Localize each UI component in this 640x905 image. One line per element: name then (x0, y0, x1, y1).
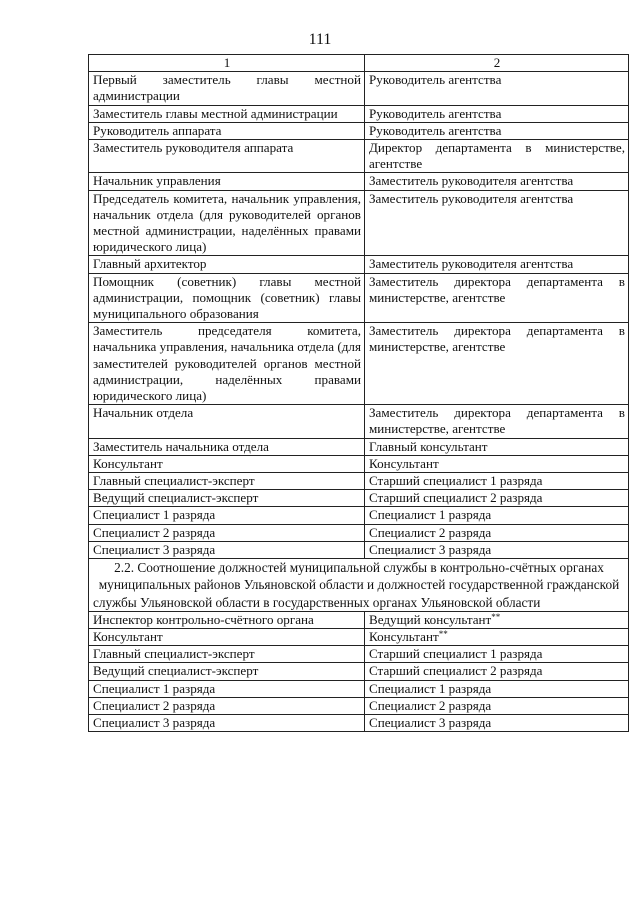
table-row (89, 628, 629, 645)
municipal-position-cell: Помощник (советник) главы местной администрации, помощник (советник) главы муниципального образования (89, 273, 365, 323)
footnote-mark: ** (438, 628, 448, 639)
state-position-cell (365, 541, 629, 558)
state-position-text: Главный консультант (369, 438, 488, 454)
table-row (89, 323, 629, 405)
table-row (89, 663, 629, 680)
state-position-text: Ведущий консультант (369, 611, 492, 627)
table-body (89, 55, 629, 732)
state-position-cell (365, 323, 629, 405)
table-row (89, 122, 629, 139)
state-position-cell (365, 72, 629, 105)
table-row (89, 697, 629, 714)
state-position-text: Заместитель руководителя агентства (369, 190, 574, 206)
state-position-text: Заместитель директора департамента в министерстве, агентстве (369, 273, 625, 305)
state-position-text: Специалист 3 разряда (369, 541, 492, 557)
state-position-text: Старший специалист 2 разряда (369, 663, 543, 679)
table-row (89, 105, 629, 122)
state-position-cell (365, 646, 629, 663)
state-position-text: Директор департамента в министерстве, агентстве (369, 140, 625, 172)
table-row (89, 541, 629, 558)
state-position-cell (365, 256, 629, 273)
municipal-position-cell: Заместитель начальника отдела (89, 438, 365, 455)
state-position-text: Руководитель агентства (369, 72, 502, 88)
municipal-position-cell: Заместитель председателя комитета, начальника управления, начальника отдела (для заместителей руководителей органов местной администрации, наделённых правами юридического лица) (89, 323, 365, 405)
state-position-text: Специалист 1 разряда (369, 507, 492, 523)
table-row (89, 72, 629, 105)
municipal-position-cell: Главный специалист-эксперт (89, 646, 365, 663)
state-position-text: Заместитель директора департамента в министерстве, агентстве (369, 323, 625, 355)
municipal-position-cell: Начальник отдела (89, 405, 365, 438)
state-position-cell (365, 405, 629, 438)
state-position-text: Старший специалист 1 разряда (369, 473, 543, 489)
state-position-text: Специалист 2 разряда (369, 524, 492, 540)
state-position-text: Специалист 3 разряда (369, 714, 492, 730)
municipal-position-cell: Ведущий специалист-эксперт (89, 663, 365, 680)
table-row (89, 473, 629, 490)
table-row (89, 190, 629, 256)
state-position-cell (365, 507, 629, 524)
state-position-text: Заместитель руководителя агентства (369, 256, 574, 272)
table-row (89, 714, 629, 731)
table-row (89, 140, 629, 173)
municipal-position-cell: Начальник управления (89, 173, 365, 190)
municipal-position-cell: Специалист 3 разряда (89, 541, 365, 558)
state-position-cell (365, 105, 629, 122)
state-position-cell (365, 190, 629, 256)
table-header-row (89, 55, 629, 72)
column-header-2: 2 (365, 55, 629, 72)
municipal-position-cell: Ведущий специалист-эксперт (89, 490, 365, 507)
municipal-position-cell: Специалист 1 разряда (89, 507, 365, 524)
state-position-text: Старший специалист 2 разряда (369, 490, 543, 506)
state-position-cell (365, 173, 629, 190)
table-row (89, 507, 629, 524)
municipal-position-cell: Специалист 1 разряда (89, 680, 365, 697)
state-position-text: Заместитель руководителя агентства (369, 173, 574, 189)
table-row (89, 256, 629, 273)
column-header-1: 1 (89, 55, 365, 72)
section-row (89, 559, 629, 612)
state-position-cell (365, 680, 629, 697)
state-position-text: Заместитель директора департамента в министерстве, агентстве (369, 405, 625, 437)
municipal-position-cell: Специалист 3 разряда (89, 714, 365, 731)
state-position-cell (365, 524, 629, 541)
state-position-cell (365, 473, 629, 490)
municipal-position-cell: Главный специалист-эксперт (89, 473, 365, 490)
state-position-cell (365, 122, 629, 139)
municipal-position-cell: Специалист 2 разряда (89, 697, 365, 714)
table-row (89, 490, 629, 507)
table-row (89, 524, 629, 541)
municipal-position-cell: Руководитель аппарата (89, 122, 365, 139)
table-row (89, 646, 629, 663)
position-correspondence-table (88, 54, 629, 732)
state-position-cell (365, 611, 629, 628)
table-row (89, 273, 629, 323)
municipal-position-cell: Специалист 2 разряда (89, 524, 365, 541)
state-position-text: Специалист 2 разряда (369, 697, 492, 713)
municipal-position-cell: Главный архитектор (89, 256, 365, 273)
table-row (89, 173, 629, 190)
municipal-position-cell: Консультант (89, 455, 365, 472)
state-position-text: Консультант (369, 455, 439, 471)
state-position-text: Консультант (369, 628, 439, 644)
municipal-position-cell: Председатель комитета, начальник управления, начальник отдела (для руководителей органов местной администрации, наделённых правами юридического лица) (89, 190, 365, 256)
table-row (89, 438, 629, 455)
section-heading: 2.2. Соотношение должностей муниципальной службы в контрольно-счётных органах муниципальных районов Ульяновской области и должностей государственной гражданской службы Ульяновской области в государственных органах Ульяновской области (89, 559, 629, 612)
state-position-cell (365, 628, 629, 645)
state-position-text: Старший специалист 1 разряда (369, 646, 543, 662)
state-position-cell (365, 663, 629, 680)
footnote-mark: ** (491, 611, 501, 622)
state-position-cell (365, 140, 629, 173)
state-position-cell (365, 490, 629, 507)
page-number: 111 (308, 31, 332, 48)
state-position-cell (365, 438, 629, 455)
state-position-cell (365, 714, 629, 731)
municipal-position-cell: Заместитель руководителя аппарата (89, 140, 365, 173)
table-row (89, 455, 629, 472)
state-position-text: Специалист 1 разряда (369, 680, 492, 696)
municipal-position-cell: Инспектор контрольно-счётного органа (89, 611, 365, 628)
municipal-position-cell: Первый заместитель главы местной администрации (89, 72, 365, 105)
state-position-text: Руководитель агентства (369, 122, 502, 138)
state-position-cell (365, 273, 629, 323)
municipal-position-cell: Консультант (89, 628, 365, 645)
table-row (89, 680, 629, 697)
state-position-cell (365, 697, 629, 714)
state-position-text: Руководитель агентства (369, 105, 502, 121)
municipal-position-cell: Заместитель главы местной администрации (89, 105, 365, 122)
table-row (89, 405, 629, 438)
state-position-cell (365, 455, 629, 472)
table-row (89, 611, 629, 628)
